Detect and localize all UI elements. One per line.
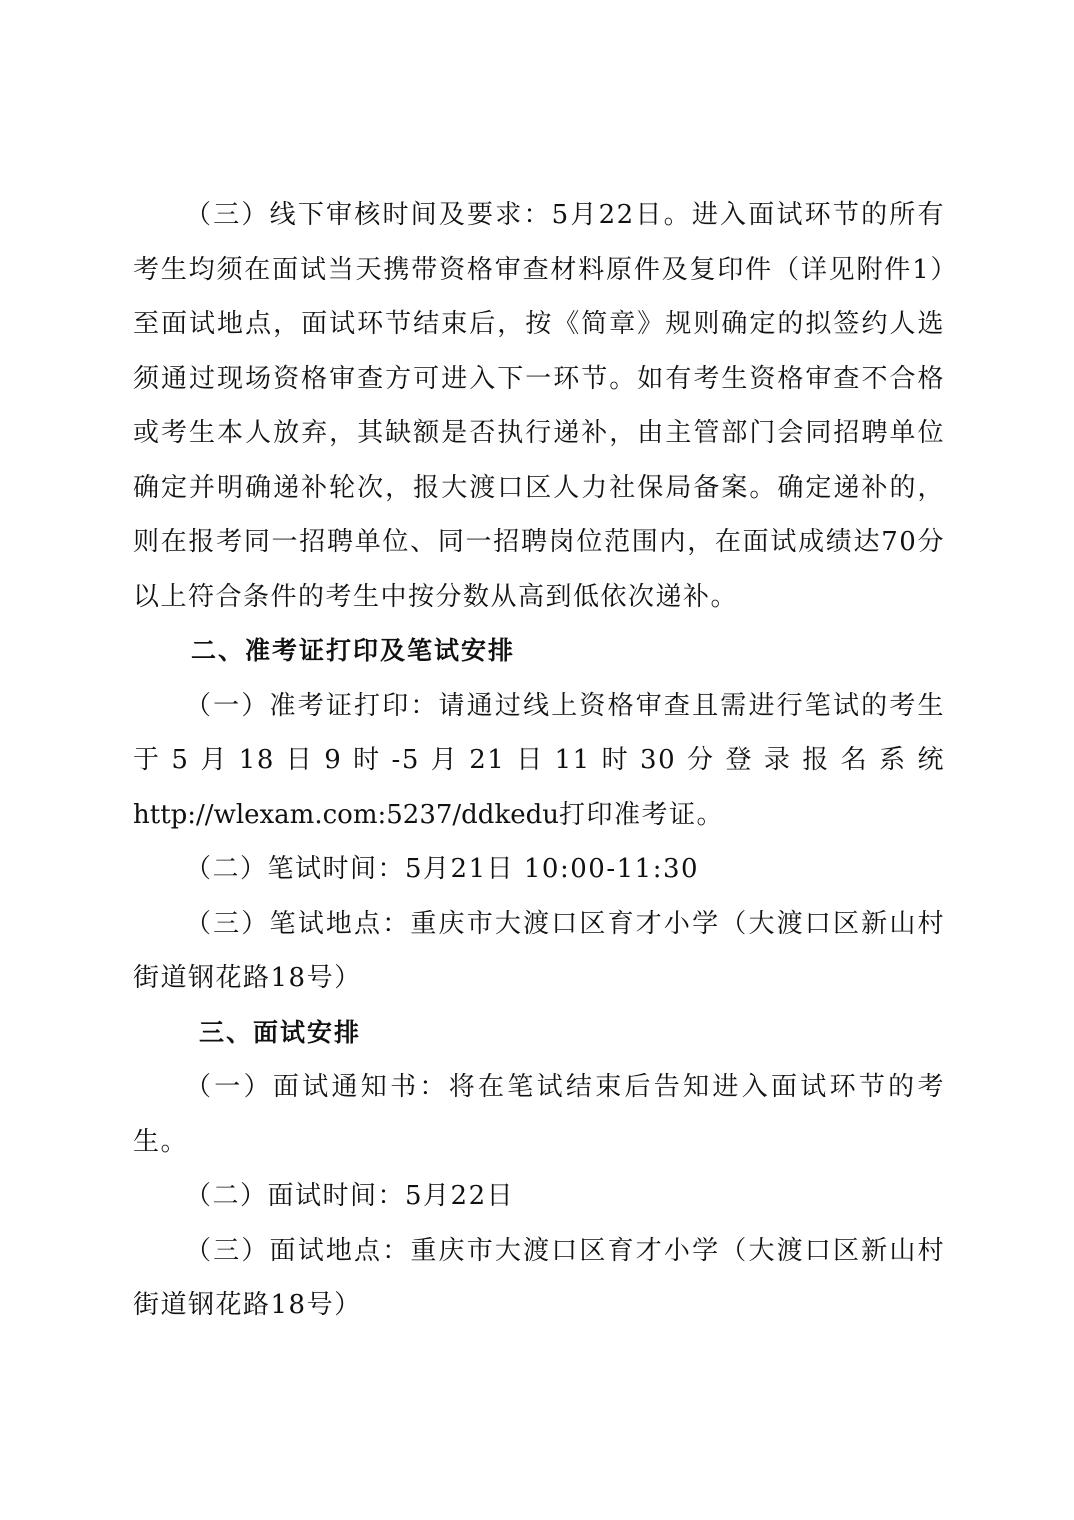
paragraph-written-time: （二）笔试时间：5月21日 10:00-11:30 [185, 854, 700, 884]
admission-print-text: （一）准考证打印：请通过线上资格审查且需进行笔试的考生于5月18日9时-5月21日11时30分登录报名系统 [133, 690, 945, 775]
registration-url: http://wlexam.com:5237/ddkedu [133, 799, 559, 830]
paragraph-admission-print [133, 679, 945, 843]
paragraph-written-place: （三）笔试地点：重庆市大渡口区育才小学（大渡口区新山村街道钢花路18号） [133, 908, 945, 993]
admission-print-tail: 打印准考证。 [558, 799, 724, 830]
section-heading-interview: 三、面试安排 [199, 1017, 362, 1047]
paragraph-offline-review: （三）线下审核时间及要求：5月22日。进入面试环节的所有考生均须在面试当天携带资格审查材料原件及复印件（详见附件1）至面试地点，面试环节结束后，按《简章》规则确定的拟签约人选须通过现场资格审查方可进入下一环节。如有考生资格审查不合格或考生本人放弃，其缺额是否执行递补，由主管部门会同招聘单位确定并明确递补轮次，报大渡口区人力社保局备案。确定递补的，则在报考同一招聘单位、同一招聘岗位范围内，在面试成绩达70分以上符合条件的考生中按分数从高到低依次递补。 [133, 200, 945, 612]
document-page [133, 188, 945, 1333]
section-heading-admission-written-exam: 二、准考证打印及笔试安排 [191, 636, 516, 665]
paragraph-interview-time: （二）面试时间：5月22日 [185, 1181, 515, 1211]
paragraph-interview-notice: （一）面试通知书：将在笔试结束后告知进入面试环节的考生。 [133, 1072, 945, 1157]
paragraph-interview-place: （三）面试地点：重庆市大渡口区育才小学（大渡口区新山村街道钢花路18号） [133, 1235, 945, 1320]
